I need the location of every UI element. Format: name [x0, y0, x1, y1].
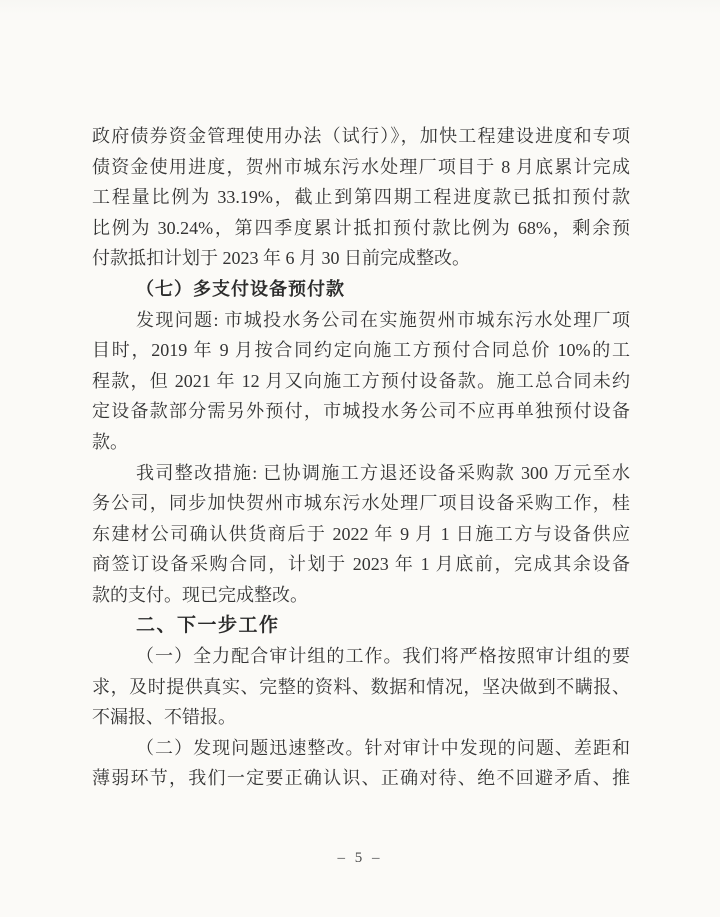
- body-line: 目时，2019 年 9 月按合同约定向施工方预付合同总价 10%的工: [92, 340, 630, 361]
- page-number: – 5 –: [337, 850, 383, 866]
- body-line: 程款，但 2021 年 12 月又向施工方预付设备款。施工总合同未约: [92, 370, 630, 391]
- body-line: 工程量比例为 33.19%，截止到第四期工程进度款已抵扣预付款: [92, 187, 630, 208]
- body-line: 东建材公司确认供货商后于 2022 年 9 月 1 日施工方与设备供应: [92, 523, 630, 544]
- body-line: 政府债券资金管理使用办法（试行）》，加快工程建设进度和专项: [92, 126, 630, 146]
- body-line: 务公司，同步加快贺州市城东污水处理厂项目设备采购工作，桂: [92, 493, 630, 514]
- body-line: 商签订设备采购合同，计划于 2023 年 1 月底前，完成其余设备: [92, 554, 630, 575]
- body-line: 发现问题: 市城投水务公司在实施贺州市城东污水处理厂项: [136, 309, 630, 330]
- body-line: （二）发现问题迅速整改。针对审计中发现的问题、差距和: [136, 737, 630, 758]
- body-line: 定设备款部分需另外预付，市城投水务公司不应再单独预付设备: [92, 401, 630, 422]
- text-block: [92, 121, 630, 794]
- body-line: 薄弱环节，我们一定要正确认识、正确对待、绝不回避矛盾、推: [92, 768, 630, 789]
- body-line: 债资金使用进度，贺州市城东污水处理厂项目于 8 月底累计完成: [92, 156, 630, 177]
- section-heading-7: （七）多支付设备预付款: [136, 278, 345, 299]
- body-line: 求，及时提供真实、完整的资料、数据和情况，坚决做到不瞒报、: [92, 676, 630, 697]
- section-heading-next-steps: 二、下一步工作: [136, 614, 280, 636]
- body-line: 款的支付。现已完成整改。: [92, 584, 308, 605]
- body-line: 我司整改措施: 已协调施工方退还设备采购款 300 万元至水: [136, 462, 630, 483]
- body-line: （一）全力配合审计组的工作。我们将严格按照审计组的要: [136, 646, 630, 667]
- body-line: 不漏报、不错报。: [92, 707, 236, 728]
- body-line: 比例为 30.24%，第四季度累计抵扣预付款比例为 68%，剩余预: [92, 217, 630, 238]
- body-line: 付款抵扣计划于 2023 年 6 月 30 日前完成整改。: [92, 248, 470, 269]
- body-line: 款。: [92, 431, 128, 452]
